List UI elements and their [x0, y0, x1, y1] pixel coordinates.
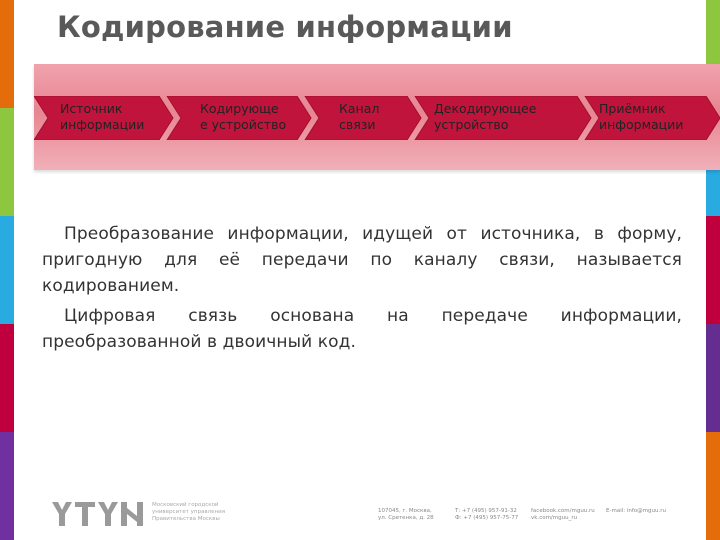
- communication-chain: [34, 96, 720, 140]
- left-stripe-4: [0, 324, 14, 432]
- footer-phone: Т: +7 (495) 957-91-32 Ф: +7 (495) 957-75-77: [455, 508, 519, 521]
- footer-email[interactable]: E-mail: info@mguu.ru: [606, 508, 666, 514]
- chain-label-receiver: Приёмник информации: [599, 101, 684, 132]
- chain-label-channel: Канал связи: [339, 101, 380, 132]
- right-stripe-4: [706, 324, 720, 432]
- left-color-stripes: [0, 0, 14, 540]
- footer: [0, 490, 720, 540]
- paragraph-digital-communication: Цифровая связь основана на передаче информации, преобразованной в двоичный код.: [42, 306, 682, 352]
- slide-body: [42, 221, 682, 359]
- left-stripe-2: [0, 108, 14, 216]
- footer-org-name: Московский городской университет управления Правительства Москвы: [152, 502, 226, 522]
- left-stripe-3: [0, 216, 14, 324]
- chain-label-encoder: Кодирующе е устройство: [200, 101, 287, 132]
- slide-title: Кодирование информации: [57, 10, 513, 44]
- chain-label-decoder: Декодирующее устройство: [434, 101, 537, 132]
- footer-address: 107045, г. Москва, ул. Сретенка, д. 28: [378, 508, 434, 521]
- right-stripe-3: [706, 216, 720, 324]
- university-logo: [52, 502, 144, 526]
- paragraph-encoding-definition: Преобразование информации, идущей от источника, в форму, пригодную для её передачи по каналу связи, называется кодированием.: [42, 224, 682, 296]
- footer-social-links[interactable]: facebook.com/mguu.ru vk.com/mguu_ru: [531, 508, 595, 521]
- chain-label-source: Источник информации: [60, 101, 145, 132]
- left-stripe-1: [0, 0, 14, 108]
